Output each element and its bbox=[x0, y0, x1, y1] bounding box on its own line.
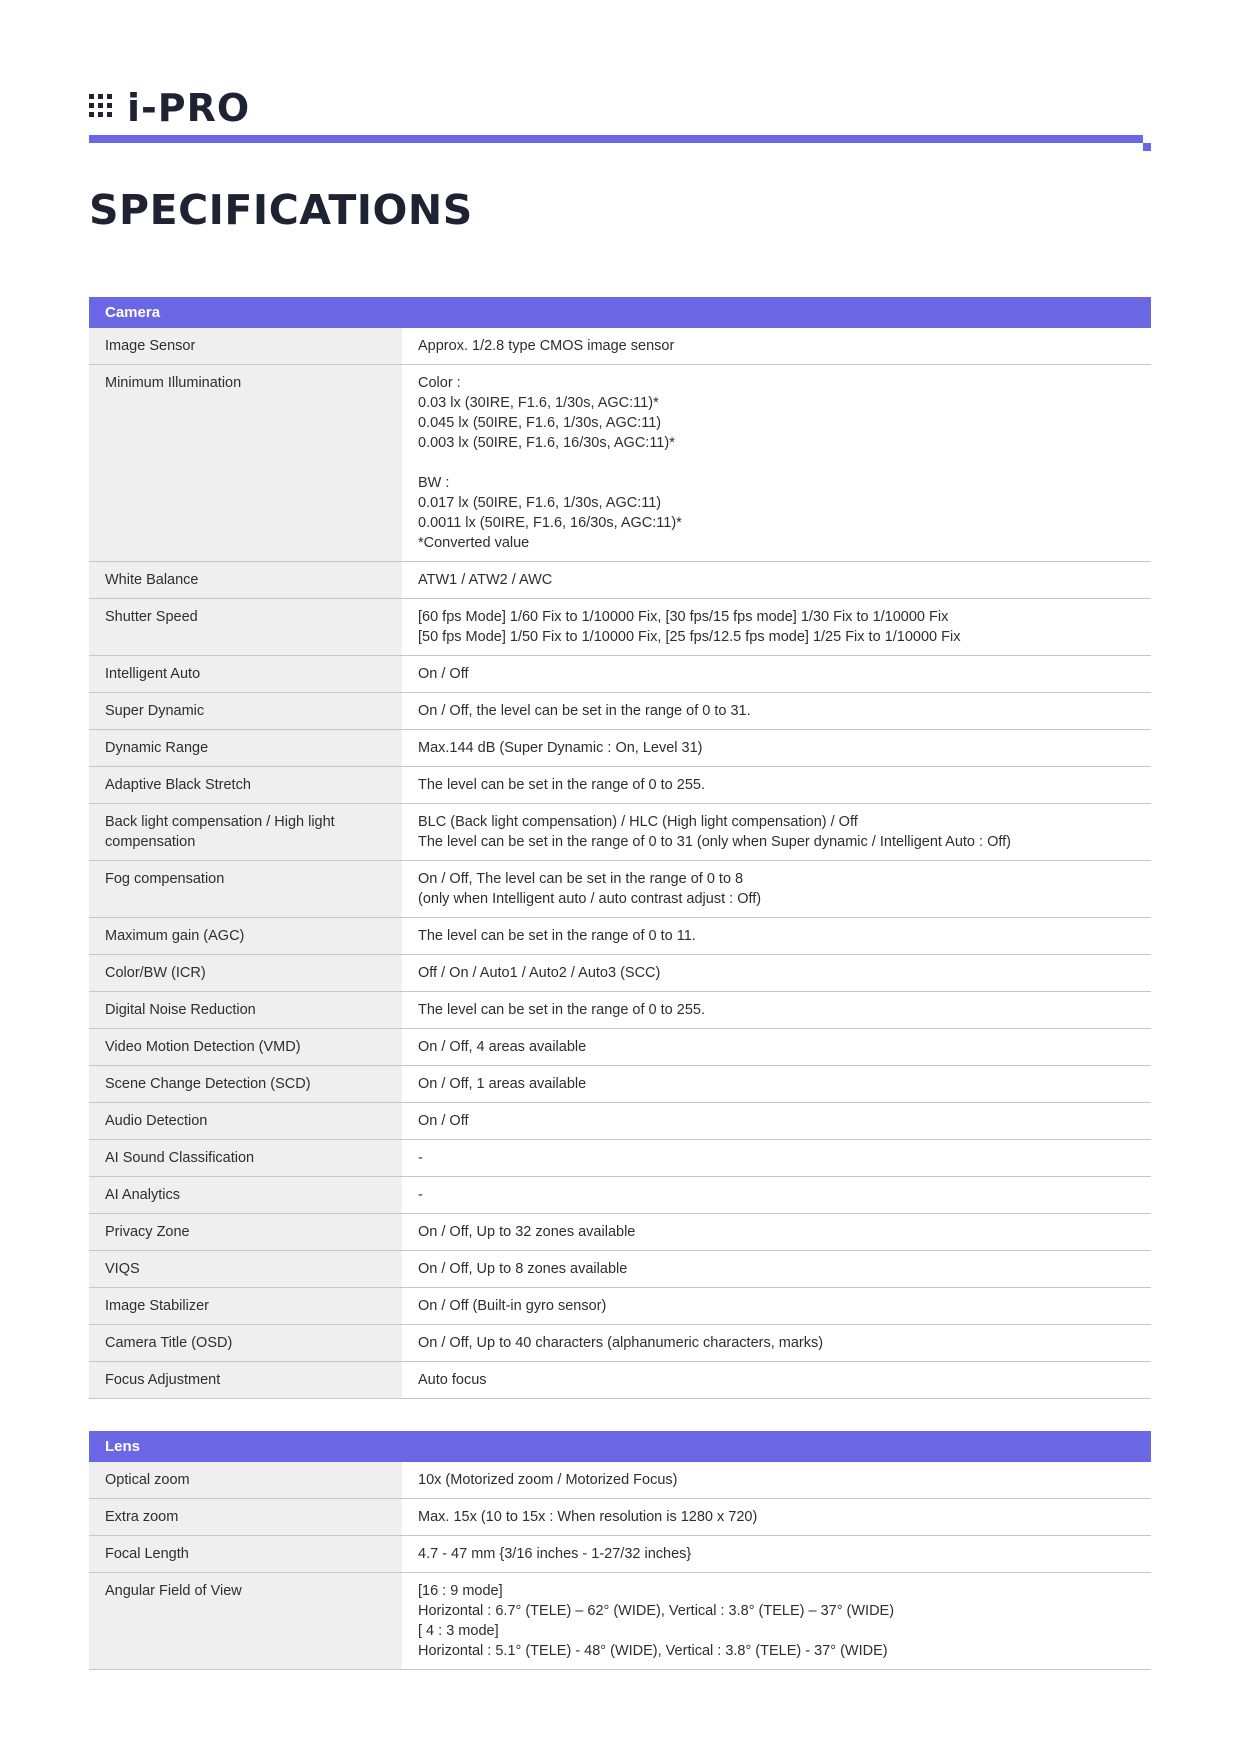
spec-label: Adaptive Black Stretch bbox=[89, 767, 402, 804]
spec-value: On / Off bbox=[402, 1103, 1151, 1140]
spec-row bbox=[89, 1325, 1151, 1362]
spec-label: Shutter Speed bbox=[89, 599, 402, 656]
spec-value: The level can be set in the range of 0 to 255. bbox=[402, 992, 1151, 1029]
spec-value: - bbox=[402, 1177, 1151, 1214]
spec-row bbox=[89, 730, 1151, 767]
spec-row bbox=[89, 1499, 1151, 1536]
page-title: SPECIFICATIONS bbox=[89, 186, 473, 234]
spec-row bbox=[89, 656, 1151, 693]
spec-row bbox=[89, 1103, 1151, 1140]
spec-row bbox=[89, 1066, 1151, 1103]
spec-value: The level can be set in the range of 0 to 255. bbox=[402, 767, 1151, 804]
spec-value: [16 : 9 mode] Horizontal : 6.7° (TELE) – 62° (WIDE), Vertical : 3.8° (TELE) – 37° (WIDE) [ 4 : 3 mode] Horizontal : 5.1° (TELE) - 48° (WIDE), Vertical : 3.8° (TELE) - 37° (WIDE) bbox=[402, 1573, 1151, 1670]
spec-row bbox=[89, 365, 1151, 562]
spec-label: Fog compensation bbox=[89, 861, 402, 918]
spec-value: - bbox=[402, 1140, 1151, 1177]
spec-value: Max.144 dB (Super Dynamic : On, Level 31) bbox=[402, 730, 1151, 767]
spec-label: Intelligent Auto bbox=[89, 656, 402, 693]
spec-label: Super Dynamic bbox=[89, 693, 402, 730]
spec-label: Image Sensor bbox=[89, 328, 402, 365]
spec-label: Scene Change Detection (SCD) bbox=[89, 1066, 402, 1103]
spec-label: Audio Detection bbox=[89, 1103, 402, 1140]
spec-label: Maximum gain (AGC) bbox=[89, 918, 402, 955]
spec-label: Focus Adjustment bbox=[89, 1362, 402, 1399]
spec-label: AI Sound Classification bbox=[89, 1140, 402, 1177]
spec-value: On / Off, 4 areas available bbox=[402, 1029, 1151, 1066]
spec-row bbox=[89, 1573, 1151, 1670]
spec-label: Minimum Illumination bbox=[89, 365, 402, 562]
spec-row bbox=[89, 1251, 1151, 1288]
spec-label: Video Motion Detection (VMD) bbox=[89, 1029, 402, 1066]
spec-row bbox=[89, 693, 1151, 730]
brand-logo bbox=[89, 86, 251, 130]
spec-label: Extra zoom bbox=[89, 1499, 402, 1536]
spec-label: VIQS bbox=[89, 1251, 402, 1288]
spec-row bbox=[89, 767, 1151, 804]
spec-value: On / Off, Up to 8 zones available bbox=[402, 1251, 1151, 1288]
spec-label: Angular Field of View bbox=[89, 1573, 402, 1670]
lens-spec-table bbox=[89, 1462, 1151, 1670]
spec-value: On / Off, the level can be set in the range of 0 to 31. bbox=[402, 693, 1151, 730]
spec-label: Digital Noise Reduction bbox=[89, 992, 402, 1029]
spec-value: BLC (Back light compensation) / HLC (High light compensation) / Off The level can be set in the range of 0 to 31 (only when Super dynamic / Intelligent Auto : Off) bbox=[402, 804, 1151, 861]
spec-row bbox=[89, 1029, 1151, 1066]
spec-value: On / Off, The level can be set in the range of 0 to 8 (only when Intelligent auto / auto contrast adjust : Off) bbox=[402, 861, 1151, 918]
camera-section bbox=[89, 297, 1151, 1399]
spec-row bbox=[89, 992, 1151, 1029]
spec-value: On / Off, Up to 40 characters (alphanumeric characters, marks) bbox=[402, 1325, 1151, 1362]
spec-value: On / Off (Built-in gyro sensor) bbox=[402, 1288, 1151, 1325]
spec-label: Back light compensation / High light compensation bbox=[89, 804, 402, 861]
spec-value: Max. 15x (10 to 15x : When resolution is 1280 x 720) bbox=[402, 1499, 1151, 1536]
spec-value: The level can be set in the range of 0 to 11. bbox=[402, 918, 1151, 955]
spec-label: Optical zoom bbox=[89, 1462, 402, 1499]
spec-row bbox=[89, 562, 1151, 599]
spec-row bbox=[89, 1536, 1151, 1573]
spec-label: Focal Length bbox=[89, 1536, 402, 1573]
spec-value: Color : 0.03 lx (30IRE, F1.6, 1/30s, AGC:11)* 0.045 lx (50IRE, F1.6, 1/30s, AGC:11) 0.003 lx (50IRE, F1.6, 16/30s, AGC:11)* BW : 0.017 lx (50IRE, F1.6, 1/30s, AGC:11) 0.0011 lx (50IRE, F1.6, 16/30s, AGC:11)* *Converted value bbox=[402, 365, 1151, 562]
spec-label: AI Analytics bbox=[89, 1177, 402, 1214]
spec-value: Approx. 1/2.8 type CMOS image sensor bbox=[402, 328, 1151, 365]
camera-spec-table bbox=[89, 328, 1151, 1399]
logo-text: i-PRO bbox=[127, 86, 251, 130]
spec-value: ATW1 / ATW2 / AWC bbox=[402, 562, 1151, 599]
spec-value: Off / On / Auto1 / Auto2 / Auto3 (SCC) bbox=[402, 955, 1151, 992]
spec-label: Color/BW (ICR) bbox=[89, 955, 402, 992]
spec-value: On / Off, 1 areas available bbox=[402, 1066, 1151, 1103]
spec-row bbox=[89, 804, 1151, 861]
spec-label: White Balance bbox=[89, 562, 402, 599]
spec-label: Camera Title (OSD) bbox=[89, 1325, 402, 1362]
spec-row bbox=[89, 861, 1151, 918]
spec-row bbox=[89, 955, 1151, 992]
spec-row bbox=[89, 1462, 1151, 1499]
spec-value: 4.7 - 47 mm {3/16 inches - 1-27/32 inches} bbox=[402, 1536, 1151, 1573]
spec-value: Auto focus bbox=[402, 1362, 1151, 1399]
section-header-camera: Camera bbox=[89, 297, 1151, 328]
spec-label: Privacy Zone bbox=[89, 1214, 402, 1251]
spec-label: Dynamic Range bbox=[89, 730, 402, 767]
spec-row bbox=[89, 328, 1151, 365]
spec-value: [60 fps Mode] 1/60 Fix to 1/10000 Fix, [30 fps/15 fps mode] 1/30 Fix to 1/10000 Fix [50 fps Mode] 1/50 Fix to 1/10000 Fix, [25 fps/12.5 fps mode] 1/25 Fix to 1/10000 Fix bbox=[402, 599, 1151, 656]
spec-label: Image Stabilizer bbox=[89, 1288, 402, 1325]
header-rule bbox=[89, 135, 1143, 143]
section-header-lens: Lens bbox=[89, 1431, 1151, 1462]
spec-row bbox=[89, 1177, 1151, 1214]
spec-row bbox=[89, 1288, 1151, 1325]
spec-value: 10x (Motorized zoom / Motorized Focus) bbox=[402, 1462, 1151, 1499]
header-rule-accent bbox=[1143, 143, 1151, 151]
spec-value: On / Off, Up to 32 zones available bbox=[402, 1214, 1151, 1251]
spec-row bbox=[89, 1362, 1151, 1399]
spec-row bbox=[89, 599, 1151, 656]
logo-dots-icon bbox=[89, 94, 125, 122]
spec-value: On / Off bbox=[402, 656, 1151, 693]
lens-section bbox=[89, 1431, 1151, 1670]
spec-row bbox=[89, 918, 1151, 955]
spec-row bbox=[89, 1214, 1151, 1251]
spec-row bbox=[89, 1140, 1151, 1177]
